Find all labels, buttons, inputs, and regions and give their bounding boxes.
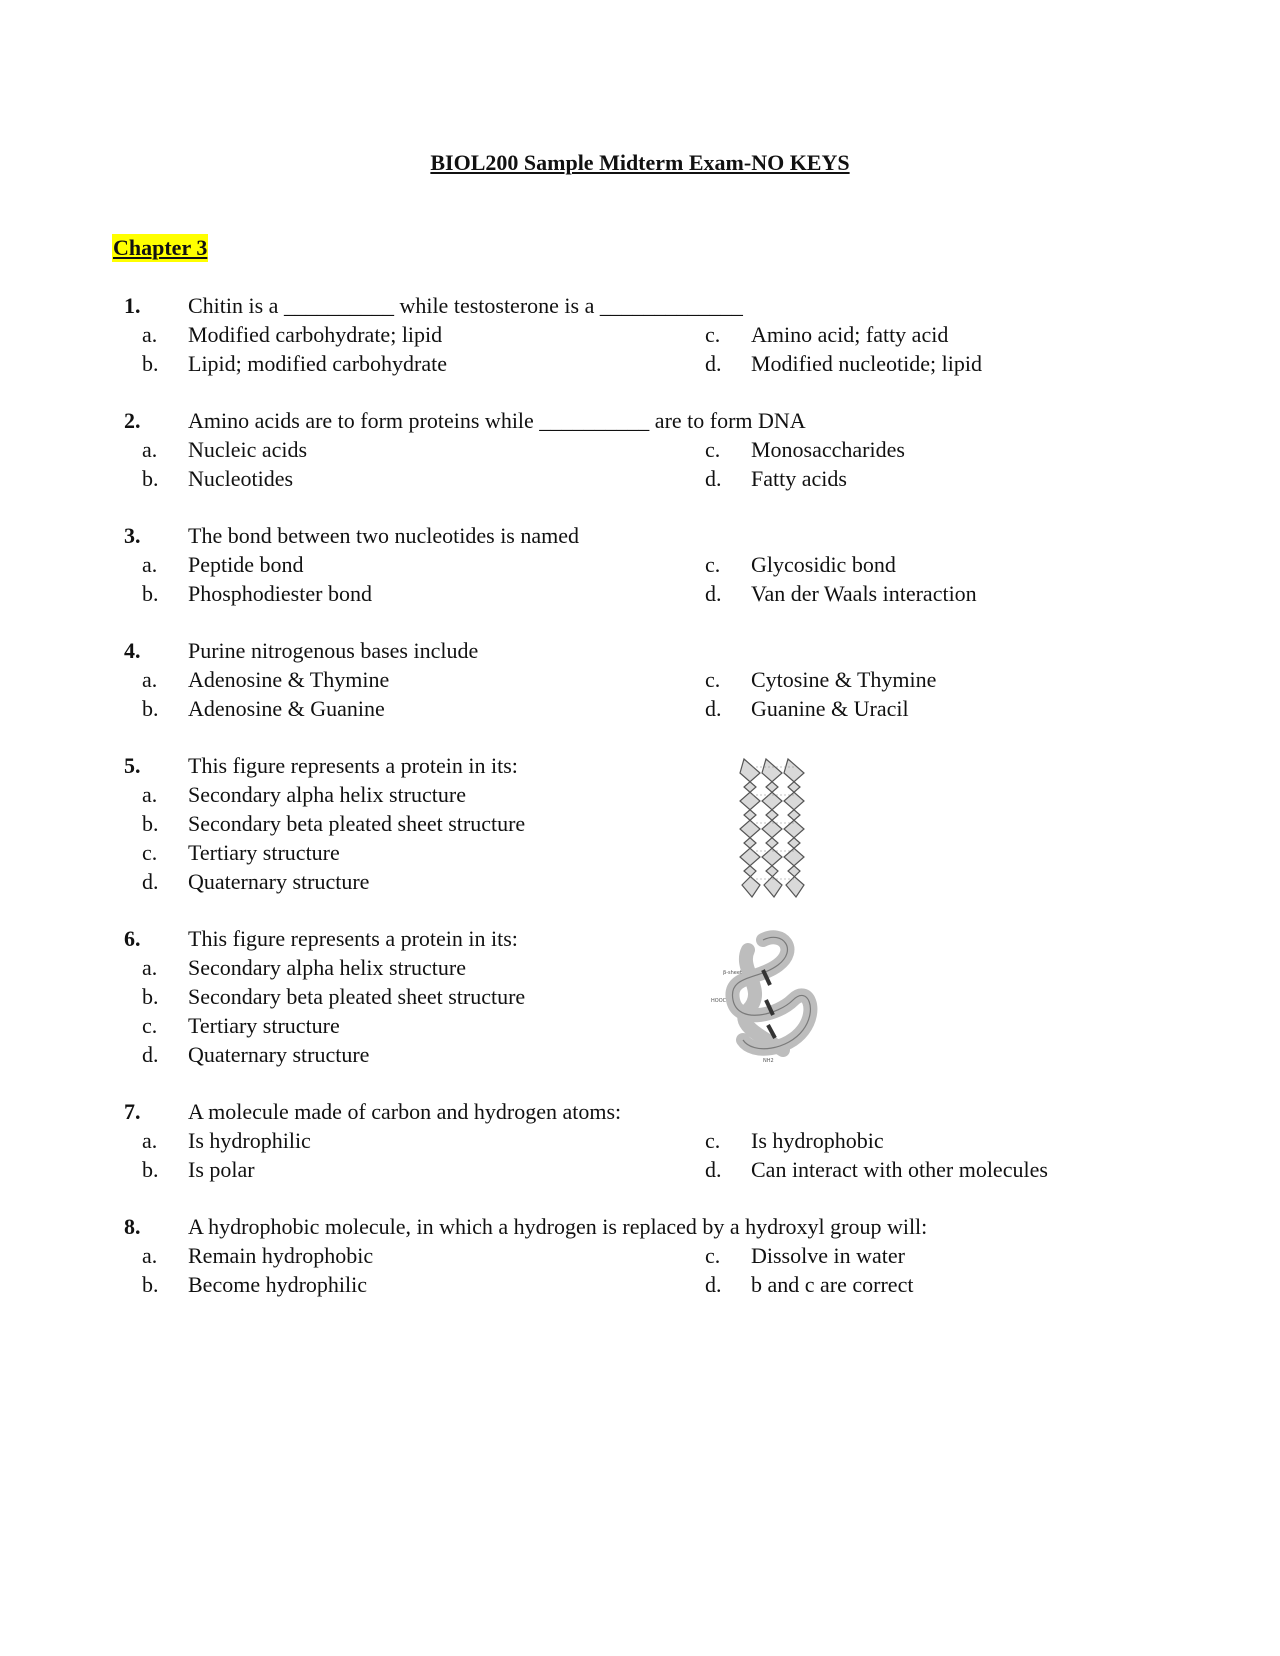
- question-stem: This figure represents a protein in its:: [188, 926, 518, 951]
- option-letter: b.: [142, 581, 159, 606]
- option-letter: b.: [142, 1272, 159, 1297]
- option-b: Adenosine & Guanine: [188, 696, 385, 721]
- option-c: Tertiary structure: [188, 1013, 340, 1038]
- option-letter: d.: [705, 1272, 722, 1297]
- option-letter: c.: [142, 840, 158, 865]
- option-letter: a.: [142, 955, 158, 980]
- option-c: Tertiary structure: [188, 840, 340, 865]
- option-a: Peptide bond: [188, 552, 304, 577]
- question-number: 2.: [124, 408, 141, 433]
- option-a: Is hydrophilic: [188, 1128, 311, 1153]
- figure-label: NH2: [763, 1058, 774, 1064]
- question-5: [0, 751, 1280, 896]
- option-letter: d.: [705, 581, 722, 606]
- question-number: 4.: [124, 638, 141, 663]
- option-a: Adenosine & Thymine: [188, 667, 390, 692]
- option-letter: a.: [142, 782, 158, 807]
- option-letter: a.: [142, 437, 158, 462]
- option-letter: b.: [142, 1157, 159, 1182]
- figure-label: β-sheet: [723, 970, 742, 976]
- option-letter: b.: [142, 696, 159, 721]
- question-stem: The bond between two nucleotides is named: [188, 523, 580, 548]
- option-letter: a.: [142, 322, 158, 347]
- question-number: 1.: [124, 293, 141, 318]
- question-8: [0, 1212, 1280, 1299]
- option-b: Secondary beta pleated sheet structure: [188, 984, 526, 1009]
- option-letter: c.: [705, 552, 721, 577]
- option-a: Secondary alpha helix structure: [188, 955, 466, 980]
- option-d: Fatty acids: [751, 466, 847, 491]
- option-letter: c.: [705, 1128, 721, 1153]
- option-d: Guanine & Uracil: [751, 696, 909, 721]
- option-letter: d.: [705, 696, 722, 721]
- question-stem: This figure represents a protein in its:: [188, 753, 518, 778]
- option-a: Secondary alpha helix structure: [188, 782, 466, 807]
- option-c: Dissolve in water: [751, 1243, 905, 1268]
- option-b: Nucleotides: [188, 466, 294, 491]
- option-d: Quaternary structure: [188, 1042, 370, 1067]
- option-letter: c.: [705, 322, 721, 347]
- question-6: [0, 924, 1280, 1069]
- option-c: Monosaccharides: [751, 437, 905, 462]
- option-d: Modified nucleotide; lipid: [751, 351, 982, 376]
- question-2: [0, 406, 1280, 493]
- question-3: [0, 521, 1280, 608]
- question-number: 3.: [124, 523, 141, 548]
- option-a: Modified carbohydrate; lipid: [188, 322, 443, 347]
- option-d: Can interact with other molecules: [751, 1157, 1048, 1182]
- option-b: Secondary beta pleated sheet structure: [188, 811, 526, 836]
- option-letter: a.: [142, 667, 158, 692]
- option-letter: d.: [705, 1157, 722, 1182]
- tertiary-structure-figure: [708, 930, 828, 1065]
- question-number: 5.: [124, 753, 141, 778]
- beta-pleated-sheet-figure: [738, 755, 810, 900]
- question-stem: Amino acids are to form proteins while __________ are to form DNA: [188, 408, 806, 433]
- option-b: Become hydrophilic: [188, 1272, 368, 1297]
- question-number: 8.: [124, 1214, 141, 1239]
- option-d: Quaternary structure: [188, 869, 370, 894]
- option-letter: a.: [142, 1243, 158, 1268]
- option-b: Is polar: [188, 1157, 255, 1182]
- page-title: BIOL200 Sample Midterm Exam-NO KEYS: [430, 150, 850, 175]
- option-d: Van der Waals interaction: [751, 581, 977, 606]
- option-b: Phosphodiester bond: [188, 581, 372, 606]
- question-stem: Chitin is a __________ while testosterone is a _____________: [188, 293, 743, 318]
- question-stem: A hydrophobic molecule, in which a hydrogen is replaced by a hydroxyl group will:: [188, 1214, 928, 1239]
- option-letter: b.: [142, 351, 159, 376]
- question-stem: Purine nitrogenous bases include: [188, 638, 479, 663]
- option-a: Nucleic acids: [188, 437, 308, 462]
- option-letter: b.: [142, 466, 159, 491]
- option-letter: d.: [705, 466, 722, 491]
- question-number: 6.: [124, 926, 141, 951]
- chapter-heading: Chapter 3: [113, 235, 208, 260]
- option-letter: c.: [705, 1243, 721, 1268]
- option-c: Glycosidic bond: [751, 552, 896, 577]
- option-c: Cytosine & Thymine: [751, 667, 937, 692]
- option-c: Is hydrophobic: [751, 1128, 884, 1153]
- figure-label: HOOC: [711, 998, 727, 1004]
- option-c: Amino acid; fatty acid: [751, 322, 949, 347]
- option-d: b and c are correct: [751, 1272, 914, 1297]
- option-letter: d.: [142, 1042, 159, 1067]
- option-letter: c.: [142, 1013, 158, 1038]
- option-letter: a.: [142, 1128, 158, 1153]
- option-letter: d.: [142, 869, 159, 894]
- question-4: [0, 636, 1280, 723]
- option-letter: c.: [705, 437, 721, 462]
- option-letter: b.: [142, 984, 159, 1009]
- option-letter: d.: [705, 351, 722, 376]
- question-number: 7.: [124, 1099, 141, 1124]
- option-letter: a.: [142, 552, 158, 577]
- option-a: Remain hydrophobic: [188, 1243, 374, 1268]
- option-b: Lipid; modified carbohydrate: [188, 351, 448, 376]
- question-stem: A molecule made of carbon and hydrogen atoms:: [188, 1099, 622, 1124]
- option-letter: b.: [142, 811, 159, 836]
- option-letter: c.: [705, 667, 721, 692]
- question-1: [0, 291, 1280, 378]
- question-7: [0, 1097, 1280, 1184]
